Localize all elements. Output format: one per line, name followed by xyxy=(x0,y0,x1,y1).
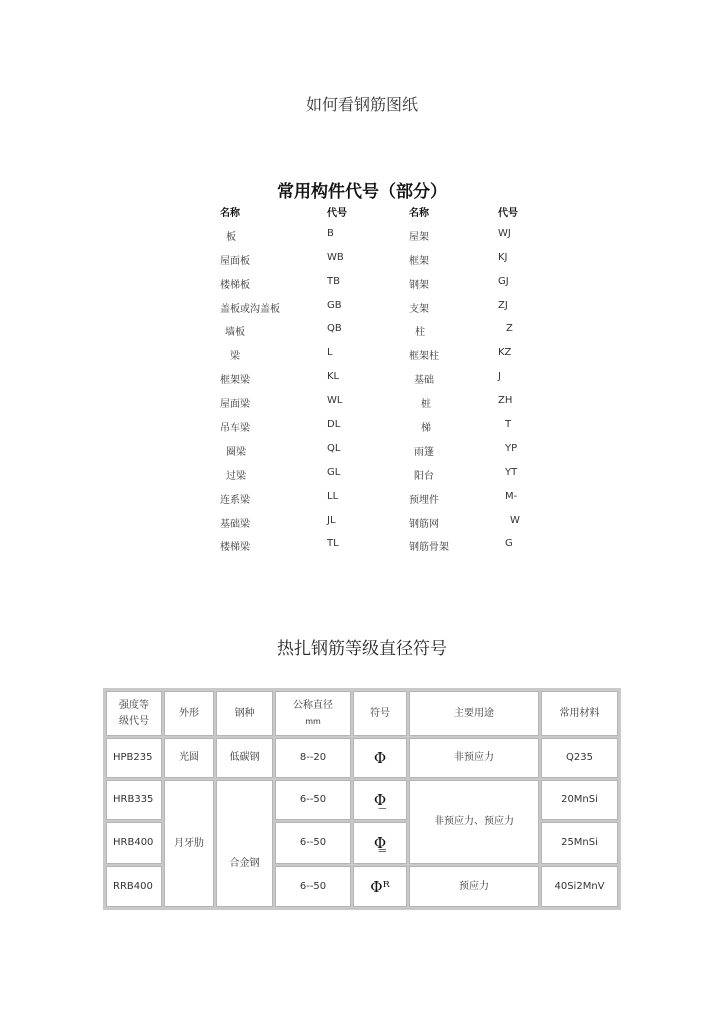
code-value: J xyxy=(498,371,501,383)
code-name: 基础梁 xyxy=(220,518,250,530)
code-row xyxy=(220,371,540,395)
grade-cell: HPB235 xyxy=(106,738,162,778)
code-value: Z xyxy=(506,323,513,335)
code-name: 屋面板 xyxy=(220,255,250,267)
component-codes-header xyxy=(220,204,540,228)
header-shape: 外形 xyxy=(164,691,214,736)
header-grade-line1: 强度等 xyxy=(119,699,149,711)
code-value: L xyxy=(327,347,333,359)
header-steel: 钢种 xyxy=(216,691,273,736)
code-name: 盖板或沟盖板 xyxy=(220,303,280,315)
symbol-cell xyxy=(353,822,407,864)
diameter-cell: 8--20 xyxy=(275,738,351,778)
code-name: 梯 xyxy=(421,423,431,435)
rebar-symbol-hrb400: Φ̳ xyxy=(373,834,387,852)
code-value: QB xyxy=(327,323,342,335)
code-value: WJ xyxy=(498,227,511,239)
code-value: KJ xyxy=(498,251,508,263)
code-row xyxy=(220,491,540,515)
diameter-cell: 6--50 xyxy=(275,780,351,820)
code-row xyxy=(220,228,540,252)
usage-cell-both: 非预应力、预应力 xyxy=(409,780,539,864)
code-name: 柱 xyxy=(415,327,425,339)
code-value: TB xyxy=(327,275,340,287)
header-name-1: 名称 xyxy=(220,208,240,219)
code-name: 桩 xyxy=(421,399,431,411)
code-value: ZH xyxy=(498,395,513,407)
code-row xyxy=(220,538,540,562)
code-name: 吊车梁 xyxy=(220,423,250,435)
code-name: 连系梁 xyxy=(220,494,250,506)
code-value: GJ xyxy=(498,275,509,287)
code-value: QL xyxy=(327,442,341,454)
document-title: 如何看钢筋图纸 xyxy=(305,95,418,114)
code-name: 墙板 xyxy=(225,327,245,339)
code-row xyxy=(220,515,540,539)
code-name: 圈梁 xyxy=(226,446,246,458)
rebar-symbol-hrb335: Φ̲ xyxy=(373,791,387,809)
component-codes-list xyxy=(220,204,540,562)
code-value: DL xyxy=(327,419,341,431)
code-value: LL xyxy=(327,490,339,502)
code-name: 预埋件 xyxy=(409,494,439,506)
code-row xyxy=(220,419,540,443)
code-row xyxy=(220,443,540,467)
header-material: 常用材料 xyxy=(541,691,618,736)
code-row xyxy=(220,395,540,419)
code-name: 钢筋骨架 xyxy=(409,542,449,554)
symbol-cell xyxy=(353,780,407,820)
code-value: GL xyxy=(327,466,341,478)
steel-cell: 低碳钢 xyxy=(216,738,273,778)
code-name: 梁 xyxy=(230,351,240,363)
usage-cell: 预应力 xyxy=(409,866,539,907)
rebar-table xyxy=(103,688,621,910)
code-value: WB xyxy=(327,251,344,263)
grade-cell: RRB400 xyxy=(106,866,162,907)
code-value: ZJ xyxy=(498,299,508,311)
steel-cell-alloy: 合金钢 xyxy=(216,780,273,907)
code-value: WL xyxy=(327,395,343,407)
code-value: JL xyxy=(327,514,336,526)
code-name: 屋架 xyxy=(409,231,429,243)
code-value: W xyxy=(510,514,520,526)
code-name: 楼梯板 xyxy=(220,279,250,291)
code-name: 框架柱 xyxy=(409,351,439,363)
rebar-symbol-hpb235: Φ xyxy=(373,749,387,767)
code-value: M- xyxy=(505,490,518,502)
material-cell: 40Si2MnV xyxy=(541,866,618,907)
rebar-symbol-rrb400: Φᴿ xyxy=(370,877,390,896)
rebar-table-title: 热扎钢筋等级直径符号 xyxy=(277,639,447,659)
header-usage: 主要用途 xyxy=(409,691,539,736)
header-code-1: 代号 xyxy=(327,208,347,219)
shape-cell: 光圆 xyxy=(164,738,214,778)
code-row xyxy=(220,252,540,276)
code-value: KZ xyxy=(498,347,512,359)
diameter-cell: 6--50 xyxy=(275,866,351,907)
header-grade-line2: 级代号 xyxy=(119,715,149,727)
code-name: 屋面梁 xyxy=(220,399,250,411)
code-row xyxy=(220,276,540,300)
code-name: 楼梯梁 xyxy=(220,542,250,554)
code-value: YT xyxy=(505,466,518,478)
code-name: 阳台 xyxy=(414,470,434,482)
code-row xyxy=(220,467,540,491)
code-name: 钢筋网 xyxy=(409,518,439,530)
diameter-cell: 6--50 xyxy=(275,822,351,864)
code-value: GB xyxy=(327,299,342,311)
header-diameter-label: 公称直径 xyxy=(293,699,333,711)
material-cell: 20MnSi xyxy=(541,780,618,820)
header-diameter-unit: mm xyxy=(305,716,321,726)
header-diameter xyxy=(275,691,351,736)
code-value: TL xyxy=(327,538,339,550)
symbol-cell xyxy=(353,738,407,778)
material-cell: Q235 xyxy=(541,738,618,778)
usage-cell: 非预应力 xyxy=(409,738,539,778)
shape-cell-ribbed: 月牙肋 xyxy=(164,780,214,907)
grade-cell: HRB400 xyxy=(106,822,162,864)
code-name: 雨篷 xyxy=(414,446,434,458)
code-value: B xyxy=(327,227,334,239)
symbol-cell xyxy=(353,866,407,907)
code-name: 框架梁 xyxy=(220,375,250,387)
code-row xyxy=(220,300,540,324)
code-value: KL xyxy=(327,371,340,383)
component-codes-title: 常用构件代号（部分） xyxy=(277,182,447,202)
code-row xyxy=(220,323,540,347)
grade-cell: HRB335 xyxy=(106,780,162,820)
code-value: YP xyxy=(505,442,518,454)
code-name: 过梁 xyxy=(226,470,246,482)
code-name: 基础 xyxy=(414,375,434,387)
header-code-2: 代号 xyxy=(498,208,518,219)
code-name: 板 xyxy=(226,231,236,243)
header-symbol: 符号 xyxy=(353,691,407,736)
code-name: 支架 xyxy=(409,303,429,315)
code-row xyxy=(220,347,540,371)
material-cell: 25MnSi xyxy=(541,822,618,864)
header-name-2: 名称 xyxy=(409,208,429,219)
code-value: G xyxy=(505,538,513,550)
header-grade xyxy=(106,691,162,736)
code-name: 钢架 xyxy=(409,279,429,291)
code-name: 框架 xyxy=(409,255,429,267)
code-value: T xyxy=(505,419,512,431)
